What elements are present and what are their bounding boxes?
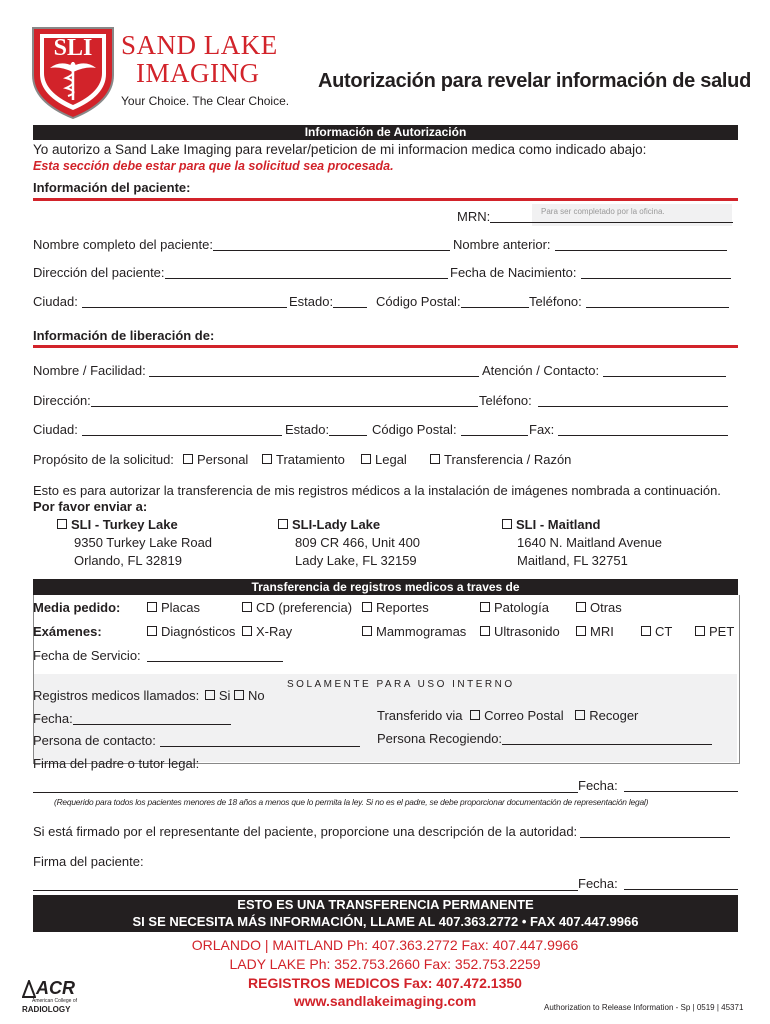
checkbox-icon <box>242 626 252 636</box>
representative-field[interactable] <box>33 824 730 839</box>
location-name: SLI-Lady Lake <box>292 517 381 532</box>
representative-label: Si está firmado por el representante del paciente, proporcione una descripción de la autoridad: <box>33 824 578 839</box>
auth-warning: Esta sección debe estar para que la solicitud sea procesada. <box>33 159 394 173</box>
purpose-personal-checkbox[interactable] <box>183 452 248 467</box>
checkbox-icon <box>362 602 372 612</box>
release-city-label: Ciudad: <box>33 422 78 437</box>
auth-section-header: Información de Autorización <box>33 125 738 140</box>
internal-date-field[interactable] <box>33 711 231 726</box>
release-phone-label: Teléfono: <box>479 393 532 408</box>
option-label: Placas <box>161 600 201 615</box>
prev-name-label: Nombre anterior: <box>453 237 551 252</box>
location-name: SLI - Turkey Lake <box>71 517 178 532</box>
location-address: 9350 Turkey Lake Road <box>74 535 213 550</box>
purpose-treatment-checkbox[interactable] <box>262 452 345 467</box>
option-label: Ultrasonido <box>494 624 560 639</box>
contact-person-field[interactable] <box>33 733 360 748</box>
tagline: Your Choice. The Clear Choice. <box>121 94 290 108</box>
patient-signature-label: Firma del paciente: <box>33 854 144 869</box>
acr-logo <box>22 978 82 1018</box>
transferred-via-label: Transferido via <box>377 708 463 723</box>
internal-date-label: Fecha: <box>33 711 73 726</box>
exam-ct-checkbox[interactable] <box>641 624 672 639</box>
guardian-date-field[interactable] <box>578 778 738 793</box>
location-name: SLI - Maitland <box>516 517 601 532</box>
checkbox-icon <box>480 626 490 636</box>
patient-phone-field[interactable] <box>529 294 729 309</box>
mrn-hint: Para ser completado por la oficina. <box>541 207 665 216</box>
media-plates-checkbox[interactable] <box>147 600 200 615</box>
picking-up-label: Persona Recogiendo: <box>377 731 503 746</box>
checkbox-icon <box>361 454 371 464</box>
contact-line3: REGISTROS MEDICOS Fax: 407.472.1350 <box>248 975 522 991</box>
guardian-note: (Requerido para todos los pacientes menores de 18 años a menos que lo permita la ley. Si no es el padre, se debe proporcionar documentación de representación legal) <box>54 797 649 807</box>
checkbox-icon <box>576 602 586 612</box>
facility-label: Nombre / Facilidad: <box>33 363 146 378</box>
banner-line2: SI SE NECESITA MÁS INFORMACIÓN, LLAME AL 407.363.2772 • FAX 407.447.9966 <box>132 914 639 929</box>
red-divider <box>33 198 738 201</box>
patient-address-field[interactable] <box>33 265 448 280</box>
form-code: Authorization to Release Information - Sp | 0519 | 45371 <box>544 1003 744 1012</box>
acr-sub2: RADIOLOGY <box>22 1005 71 1014</box>
city-label: Ciudad: <box>33 294 78 309</box>
location-lady-lake[interactable] <box>278 517 420 568</box>
release-address-field[interactable] <box>33 393 478 408</box>
checkbox-icon <box>641 626 651 636</box>
media-label: Media pedido: <box>33 600 121 615</box>
release-fax-field[interactable] <box>529 422 728 437</box>
checkbox-icon <box>147 626 157 636</box>
option-label: Diagnósticos <box>161 624 236 639</box>
option-label: CD (preferencia) <box>256 600 353 615</box>
location-maitland[interactable] <box>502 517 662 568</box>
option-label: Reportes <box>376 600 429 615</box>
attention-label: Atención / Contacto: <box>482 363 600 378</box>
checkbox-icon <box>576 626 586 636</box>
checkbox-icon <box>205 690 215 700</box>
permanent-transfer-banner <box>33 895 738 932</box>
date-label: Fecha: <box>578 778 618 793</box>
full-name-field[interactable] <box>33 237 450 252</box>
contact-person-label: Persona de contacto: <box>33 733 156 748</box>
send-to-label: Por favor enviar a: <box>33 499 148 514</box>
purpose-legal-checkbox[interactable] <box>361 452 407 467</box>
red-divider <box>33 345 738 348</box>
checkbox-icon <box>575 710 585 720</box>
website-link[interactable]: www.sandlakeimaging.com <box>293 993 477 1009</box>
option-label: MRI <box>590 624 614 639</box>
acr-mark-icon <box>22 980 36 998</box>
brand-line2: IMAGING <box>136 58 260 88</box>
media-cd-checkbox[interactable] <box>242 600 352 615</box>
checkbox-icon <box>502 519 512 529</box>
option-label: Patología <box>494 600 549 615</box>
checkbox-icon <box>480 602 490 612</box>
release-zip-field[interactable] <box>372 422 528 437</box>
patient-state-field[interactable] <box>289 294 367 309</box>
checkbox-icon <box>242 602 252 612</box>
release-city-field[interactable] <box>33 422 282 437</box>
checkbox-icon <box>695 626 705 636</box>
acr-sub1: American College of <box>32 998 78 1004</box>
facility-name-field[interactable] <box>33 363 479 378</box>
date-label: Fecha: <box>578 876 618 891</box>
transfer-section-header: Transferencia de registros medicos a traves de <box>33 579 738 595</box>
zip-label: Código Postal: <box>376 294 461 309</box>
exam-mri-checkbox[interactable] <box>576 624 614 639</box>
option-label: Tratamiento <box>276 452 345 467</box>
shield-text: SLI <box>53 35 93 61</box>
guardian-signature-line[interactable] <box>33 780 578 793</box>
pickup-label: Recoger <box>589 708 639 723</box>
prev-name-field[interactable] <box>453 237 727 252</box>
checkbox-icon <box>183 454 193 464</box>
release-state-label: Estado: <box>285 422 330 437</box>
release-state-field[interactable] <box>285 422 367 437</box>
location-address: 809 CR 466, Unit 400 <box>295 535 421 550</box>
transfer-note: Esto es para autorizar la transferencia de mis registros médicos a la instalación de imágenes nombrada a continuación. <box>33 483 721 498</box>
option-label: Otras <box>590 600 622 615</box>
patient-zip-field[interactable] <box>376 294 529 309</box>
transfer-method-field[interactable] <box>377 708 638 723</box>
location-city: Lady Lake, FL 32159 <box>295 553 417 568</box>
patient-info-heading: Información del paciente: <box>33 180 191 195</box>
location-city: Orlando, FL 32819 <box>74 553 182 568</box>
contact-line1: ORLANDO | MAITLAND Ph: 407.363.2772 Fax: 407.447.9966 <box>191 937 579 953</box>
checkbox-icon <box>147 602 157 612</box>
service-date-field[interactable] <box>33 648 283 663</box>
phone-label: Teléfono: <box>529 294 582 309</box>
checkbox-icon <box>470 710 480 720</box>
patient-address-label: Dirección del paciente: <box>33 265 165 280</box>
release-phone-field[interactable] <box>479 393 728 408</box>
location-address: 1640 N. Maitland Avenue <box>517 535 663 550</box>
checkbox-icon <box>430 454 440 464</box>
patient-city-field[interactable] <box>33 294 287 309</box>
exam-pet-checkbox[interactable] <box>695 624 734 639</box>
option-label: Mammogramas <box>376 624 467 639</box>
full-name-label: Nombre completo del paciente: <box>33 237 213 252</box>
patient-signature-line[interactable] <box>33 878 578 891</box>
service-date-label: Fecha de Servicio: <box>33 648 141 663</box>
exams-label: Exámenes: <box>33 624 102 639</box>
patient-date-field[interactable] <box>578 876 738 891</box>
records-called-label: Registros medicos llamados: <box>33 688 200 703</box>
auth-line: Yo autorizo a Sand Lake Imaging para revelar/peticion de mi informacion medica como indicado abajo: <box>33 142 647 157</box>
media-pathology-checkbox[interactable] <box>480 600 549 615</box>
option-label: Legal <box>375 452 407 467</box>
option-label: Transferencia / Razón <box>444 452 572 467</box>
sli-logo <box>28 20 118 120</box>
records-called-field[interactable] <box>33 688 265 703</box>
mrn-label: MRN: <box>457 209 491 224</box>
media-other-checkbox[interactable] <box>576 600 622 615</box>
dob-field[interactable] <box>450 265 731 280</box>
checkbox-icon <box>234 690 244 700</box>
option-label: Personal <box>197 452 249 467</box>
purpose-label: Propósito de la solicitud: <box>33 452 174 467</box>
checkbox-icon <box>57 519 67 529</box>
dob-label: Fecha de Nacimiento: <box>450 265 577 280</box>
release-fax-label: Fax: <box>529 422 555 437</box>
contact-line2: LADY LAKE Ph: 352.753.2660 Fax: 352.753.2259 <box>229 956 541 972</box>
checkbox-icon <box>262 454 272 464</box>
checkbox-icon <box>278 519 288 529</box>
state-label: Estado: <box>289 294 334 309</box>
brand-line1: SAND LAKE <box>121 30 278 60</box>
acr-text: ACR <box>36 978 75 998</box>
option-label: CT <box>655 624 673 639</box>
location-city: Maitland, FL 32751 <box>517 553 628 568</box>
no-label: No <box>248 688 265 703</box>
exam-mammogram-checkbox[interactable] <box>362 624 466 639</box>
media-reports-checkbox[interactable] <box>362 600 429 615</box>
release-heading: Información de liberación de: <box>33 328 215 343</box>
option-label: PET <box>709 624 735 639</box>
attention-field[interactable] <box>482 363 726 378</box>
banner-line1: ESTO ES UNA TRANSFERENCIA PERMANENTE <box>237 897 534 912</box>
release-address-label: Dirección: <box>33 393 91 408</box>
mail-label: Correo Postal <box>484 708 564 723</box>
purpose-transfer-checkbox[interactable] <box>430 452 571 467</box>
internal-use-title: SOLAMENTE PARA USO INTERNO <box>287 679 515 690</box>
form-title: Autorización para revelar información de salud <box>318 70 751 92</box>
exam-diagnostic-checkbox[interactable] <box>147 624 235 639</box>
yes-label: Si <box>218 688 231 703</box>
release-zip-label: Código Postal: <box>372 422 457 437</box>
picking-up-field[interactable] <box>377 731 712 746</box>
exam-xray-checkbox[interactable] <box>242 624 292 639</box>
guardian-signature-label: Firma del padre o tutor legal: <box>33 756 200 771</box>
checkbox-icon <box>362 626 372 636</box>
location-turkey-lake[interactable] <box>57 517 212 568</box>
exam-ultrasound-checkbox[interactable] <box>480 624 560 639</box>
option-label: X-Ray <box>256 624 293 639</box>
